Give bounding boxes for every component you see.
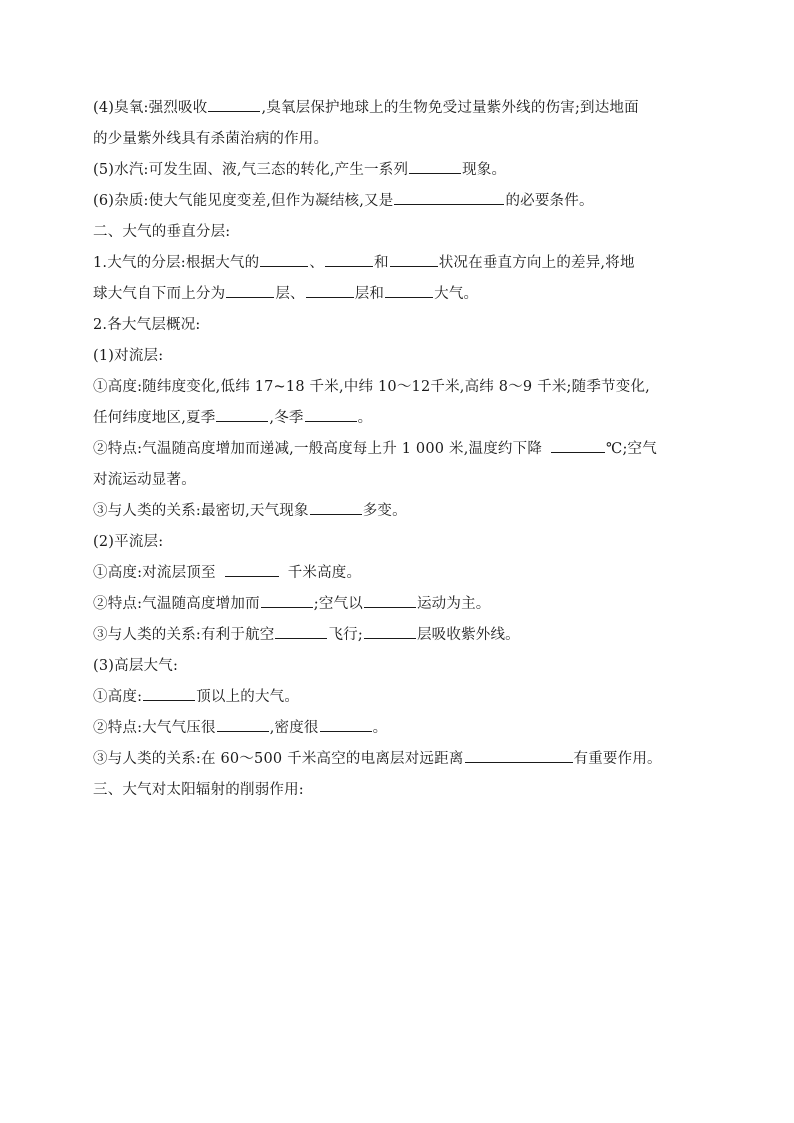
text: ;空气以	[313, 596, 363, 612]
upper-relation-line	[93, 744, 705, 775]
text: 层吸收紫外线。	[416, 627, 520, 643]
text: 和	[374, 255, 389, 271]
layering-line-cont	[93, 279, 705, 310]
text: ②特点:气温随高度增加而递减,一般高度每上升 1 000 米,温度约下降	[93, 441, 543, 457]
ozone-line	[93, 93, 705, 124]
fill-blank[interactable]	[385, 283, 433, 298]
fill-blank[interactable]	[306, 283, 354, 298]
text: 。	[357, 410, 373, 426]
layering-line	[93, 248, 705, 279]
text: (2)平流层:	[93, 534, 164, 550]
text: ②特点:气温随高度增加而	[93, 596, 260, 612]
text: 有重要作用。	[573, 751, 662, 767]
text: 任何纬度地区,夏季	[93, 410, 216, 426]
text: 的必要条件。	[505, 193, 594, 209]
text: 现象。	[462, 162, 507, 178]
text: ②特点:大气气压很	[93, 720, 216, 736]
fill-blank[interactable]	[226, 283, 274, 298]
impurity-line	[93, 186, 705, 217]
text: 。	[372, 720, 388, 736]
stratosphere-heading	[93, 527, 705, 558]
text: ①高度:对流层顶至	[93, 565, 216, 581]
text: (5)水汽:可发生固、液,气三态的转化,产生一系列	[93, 162, 409, 178]
text: ,冬季	[269, 410, 304, 426]
section-heading	[93, 775, 705, 806]
fill-blank[interactable]	[409, 159, 461, 174]
text: 1.大气的分层:根据大气的	[93, 255, 260, 271]
fill-blank[interactable]	[551, 438, 605, 453]
fill-blank[interactable]	[260, 252, 308, 267]
troposphere-season-line	[93, 403, 705, 434]
text: (1)对流层:	[93, 348, 164, 364]
troposphere-feature-cont	[93, 465, 705, 496]
subsection-heading	[93, 310, 705, 341]
fill-blank[interactable]	[325, 252, 373, 267]
text: 飞行;	[328, 627, 363, 643]
text: 2.各大气层概况:	[93, 317, 201, 333]
vapor-line	[93, 155, 705, 186]
stratosphere-feature-line	[93, 589, 705, 620]
text: 、	[309, 255, 325, 271]
document-page	[93, 93, 705, 806]
text: ③与人类的关系:最密切,天气现象	[93, 503, 309, 519]
text: ①高度:	[93, 689, 143, 705]
troposphere-feature-line	[93, 434, 705, 465]
text: 运动为主。	[416, 596, 491, 612]
fill-blank[interactable]	[217, 717, 269, 732]
text: 层和	[354, 286, 385, 302]
text: (4)臭氧:强烈吸收	[93, 100, 208, 116]
text: (3)高层大气:	[93, 658, 179, 674]
text: 多变。	[362, 503, 407, 519]
text: 的少量紫外线具有杀菌治病的作用。	[93, 131, 329, 147]
text: ℃;空气	[606, 441, 657, 457]
fill-blank[interactable]	[465, 748, 573, 763]
text: 球大气自下而上分为	[93, 286, 226, 302]
fill-blank[interactable]	[275, 624, 327, 639]
troposphere-height-line	[93, 372, 705, 403]
text: ③与人类的关系:有利于航空	[93, 627, 275, 643]
fill-blank[interactable]	[390, 252, 438, 267]
text: 层、	[275, 286, 305, 302]
fill-blank[interactable]	[216, 407, 268, 422]
text: 顶以上的大气。	[196, 689, 300, 705]
stratosphere-height-line	[93, 558, 705, 589]
fill-blank[interactable]	[364, 624, 416, 639]
text: 状况在垂直方向上的差异,将地	[438, 255, 635, 271]
fill-blank[interactable]	[305, 407, 357, 422]
fill-blank[interactable]	[320, 717, 372, 732]
fill-blank[interactable]	[143, 686, 195, 701]
section-heading	[93, 217, 705, 248]
text: 千米高度。	[287, 565, 362, 581]
fill-blank[interactable]	[310, 500, 362, 515]
fill-blank[interactable]	[261, 593, 313, 608]
text: 三、大气对太阳辐射的削弱作用:	[93, 782, 304, 798]
fill-blank[interactable]	[394, 190, 504, 205]
upper-height-line	[93, 682, 705, 713]
troposphere-heading	[93, 341, 705, 372]
text: ①高度:随纬度变化,低纬 17~18 千米,中纬 10～12千米,高纬 8～9 千米;随季节变化,	[93, 379, 650, 395]
stratosphere-relation-line	[93, 620, 705, 651]
text: ,臭氧层保护地球上的生物免受过量紫外线的伤害;到达地面	[261, 100, 639, 116]
upper-feature-line	[93, 713, 705, 744]
text: (6)杂质:使大气能见度变差,但作为凝结核,又是	[93, 193, 394, 209]
troposphere-relation-line	[93, 496, 705, 527]
text: 大气。	[434, 286, 479, 302]
fill-blank[interactable]	[208, 97, 260, 112]
text: ③与人类的关系:在 60～500 千米高空的电离层对远距离	[93, 751, 464, 767]
fill-blank[interactable]	[225, 562, 279, 577]
text: 二、大气的垂直分层:	[93, 224, 231, 240]
text: ,密度很	[269, 720, 319, 736]
upper-atmosphere-heading	[93, 651, 705, 682]
fill-blank[interactable]	[364, 593, 416, 608]
ozone-line-cont	[93, 124, 705, 155]
text: 对流运动显著。	[93, 472, 196, 488]
